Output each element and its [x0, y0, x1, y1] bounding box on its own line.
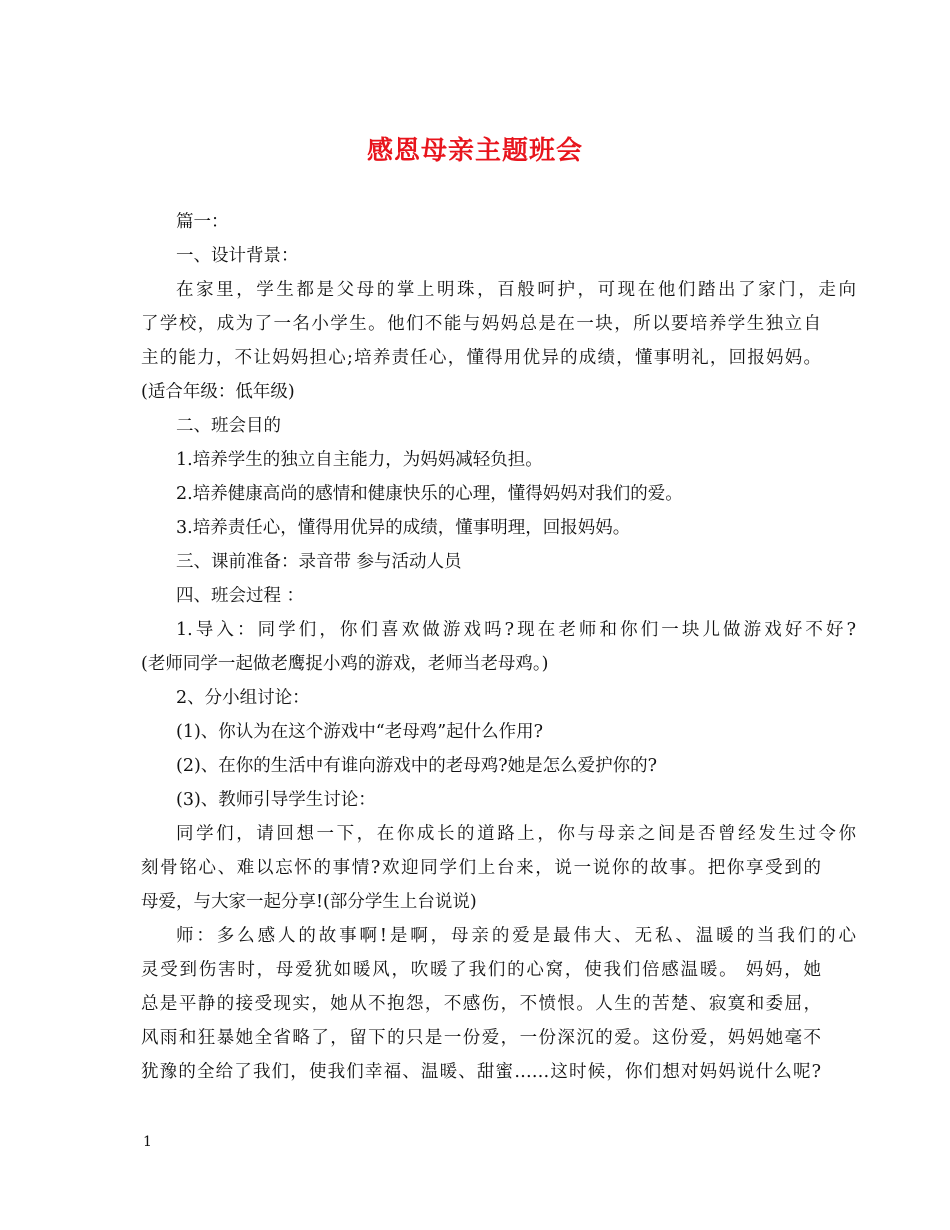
- paragraph-line: 刻骨铭心、难以忘怀的事情?欢迎同学们上台来，说一说你的故事。把你享受到的: [141, 858, 821, 878]
- section-label: 篇一：: [176, 212, 229, 232]
- paragraph-line: 同学们，请回想一下，在你成长的道路上，你与母亲之间是否曾经发生过令你: [176, 824, 856, 844]
- goal-item: 1.培养学生的独立自主能力，为妈妈减轻负担。: [176, 450, 543, 470]
- document-body: [141, 205, 856, 1089]
- paragraph-line: 犹豫的全给了我们，使我们幸福、温暖、甜蜜……这时候，你们想对妈妈说什么呢?: [141, 1062, 821, 1082]
- paragraph-line: 主的能力，不让妈妈担心;培养责任心，懂得用优异的成绩，懂事明礼，回报妈妈。: [141, 348, 821, 368]
- heading-preparation: 三、课前准备：录音带 参与活动人员: [176, 552, 462, 572]
- paragraph-line: (适合年级：低年级): [141, 382, 295, 402]
- heading-class-goals: 二、班会目的: [176, 416, 281, 436]
- step-heading: 2、分小组讨论：: [176, 688, 310, 708]
- document-title: 感恩母亲主题班会: [366, 136, 583, 166]
- page-number: 1: [143, 1134, 152, 1150]
- heading-design-background: 一、设计背景：: [176, 246, 299, 266]
- paragraph-line: 1.导入：同学们，你们喜欢做游戏吗?现在老师和你们一块儿做游戏好不好?: [176, 620, 856, 640]
- paragraph-line: 母爱，与大家一起分享!(部分学生上台说说): [141, 892, 477, 912]
- goal-item: 3.培养责任心，懂得用优异的成绩，懂事明理，回报妈妈。: [176, 518, 631, 538]
- paragraph-line: 了学校，成为了一名小学生。他们不能与妈妈总是在一块，所以要培养学生独立自: [141, 314, 821, 334]
- heading-class-process: 四、班会过程 ：: [176, 586, 305, 606]
- paragraph-line: 在家里，学生都是父母的掌上明珠，百般呵护，可现在他们踏出了家门，走向: [176, 280, 856, 300]
- discussion-item: (3)、教师引导学生讨论：: [176, 790, 376, 810]
- paragraph-line: (老师同学一起做老鹰捉小鸡的游戏，老师当老母鸡。): [141, 654, 549, 674]
- paragraph-line: 师：多么感人的故事啊!是啊，母亲的爱是最伟大、无私、温暖的当我们的心: [176, 926, 856, 946]
- paragraph-line: 总是平静的接受现实，她从不抱怨，不感伤，不愤恨。人生的苦楚、寂寞和委屈，: [141, 994, 821, 1014]
- discussion-item: (2)、在你的生活中有谁向游戏中的老母鸡?她是怎么爱护你的?: [176, 756, 658, 776]
- discussion-item: (1)、你认为在这个游戏中“老母鸡”起什么作用?: [176, 722, 544, 742]
- goal-item: 2.培养健康高尚的感情和健康快乐的心理，懂得妈妈对我们的爱。: [176, 484, 683, 504]
- paragraph-line: 灵受到伤害时，母爱犹如暖风，吹暖了我们的心窝，使我们倍感温暖。 妈妈，她: [141, 960, 821, 980]
- paragraph-line: 风雨和狂暴她全省略了，留下的只是一份爱，一份深沉的爱。这份爱，妈妈她毫不: [141, 1028, 821, 1048]
